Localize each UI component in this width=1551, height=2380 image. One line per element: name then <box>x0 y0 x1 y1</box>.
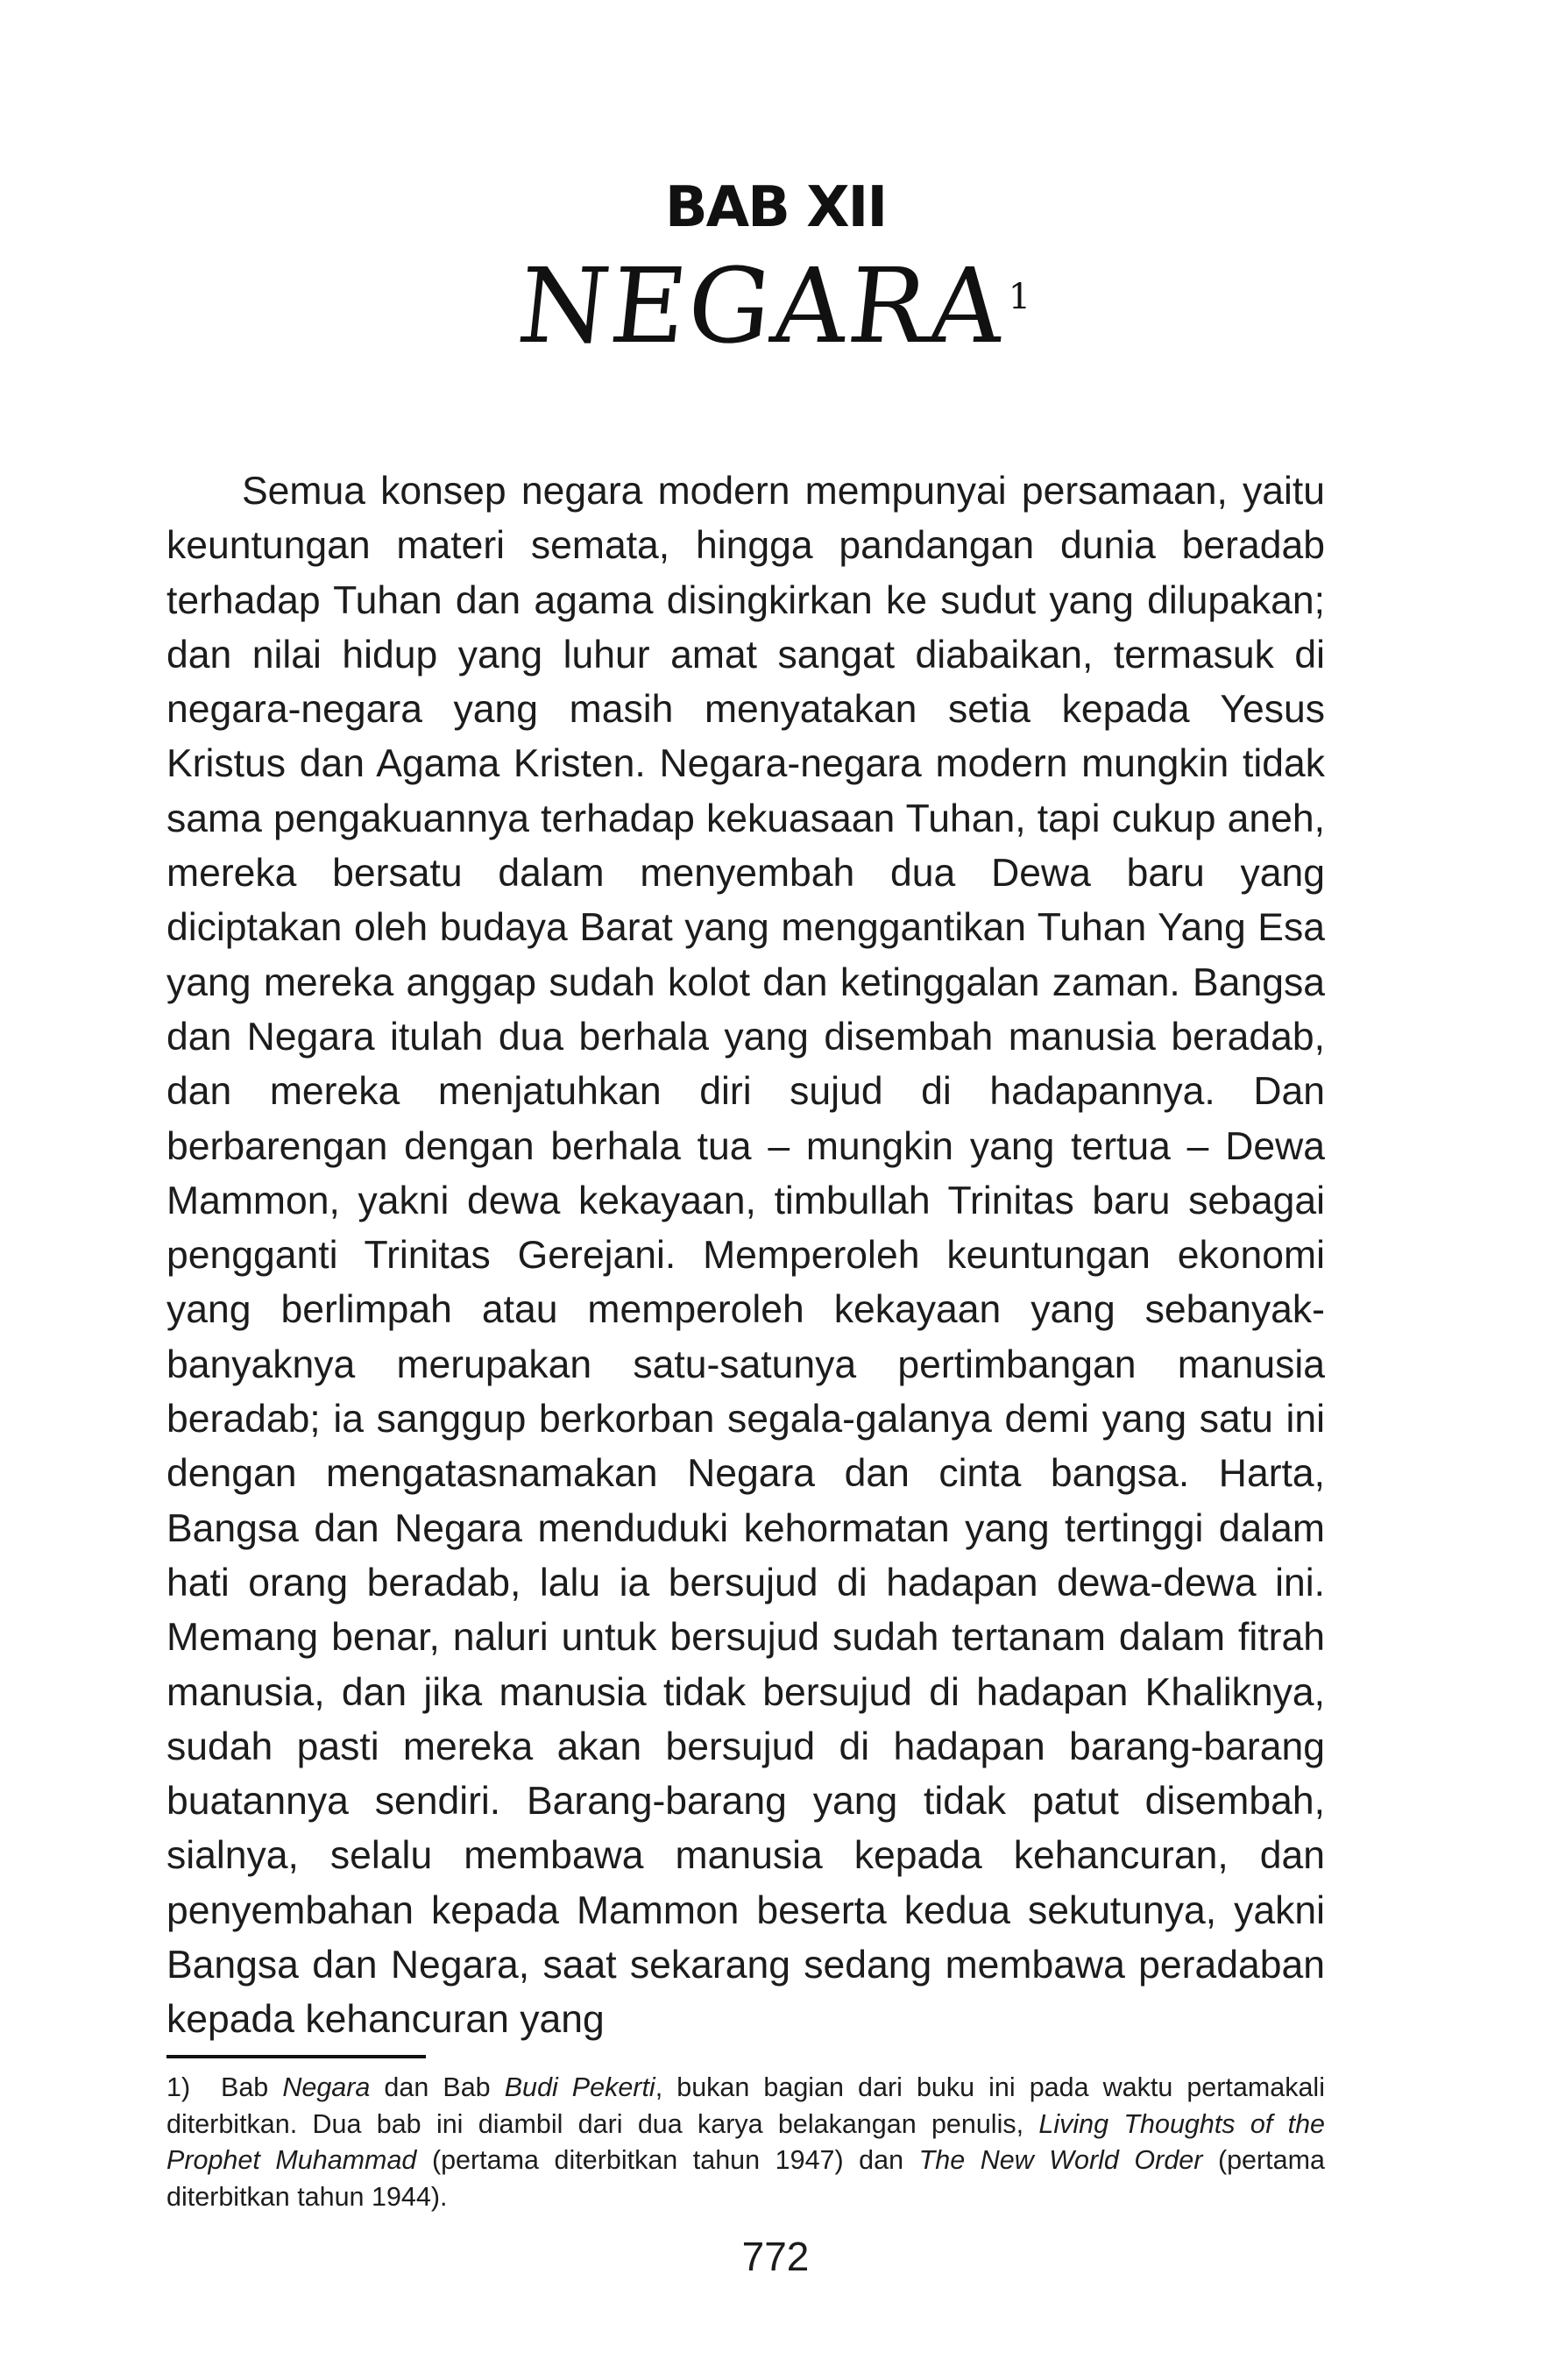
footnote-divider <box>166 2055 426 2058</box>
footnote-italic-negara: Negara <box>282 2072 371 2102</box>
chapter-title-text: NEGARA <box>512 245 1012 366</box>
footnote-reference-marker[interactable]: 1 <box>1008 277 1033 317</box>
footnote-number: 1) <box>166 2072 191 2102</box>
footnote-italic-budi-pekerti: Budi Pekerti <box>504 2072 655 2102</box>
footnote-text-5: (pertama diterbitkan tahun 1944). <box>166 2145 1325 2212</box>
footnote-text-1: Bab <box>221 2072 283 2102</box>
footnote-text-4: (pertama diterbitkan tahun 1947) dan <box>416 2145 919 2175</box>
body-paragraph: Semua konsep negara modern mempunyai persamaan, yaitu keuntungan materi semata, hingga pandangan dunia beradab terhadap Tuhan dan agama disingkirkan ke sudut yang dilupakan; dan nilai hidup yang luhur amat sangat diabaikan, termasuk di negara-negara yang masih menyatakan setia kepada Yesus Kristus dan Agama Kristen. Negara-negara modern mungkin tidak sama pengakuannya terhadap kekuasaan Tuhan, tapi cukup aneh, mereka bersatu dalam menyembah dua Dewa baru yang diciptakan oleh budaya Barat yang menggantikan Tuhan Yang Esa yang mereka anggap sudah kolot dan ketinggalan zaman. Bangsa dan Negara itulah dua berhala yang disembah manusia beradab, dan mereka menjatuhkan diri sujud di hadapannya. Dan berbarengan dengan berhala tua – mungkin yang tertua – Dewa Mammon, yakni dewa kekayaan, timbullah Trinitas baru sebagai pengganti Trinitas Gerejani. Memperoleh keuntungan ekonomi yang berlimpah atau memperoleh kekayaan yang sebanyak-banyaknya merupakan satu-satunya pertimbangan manusia beradab; ia sanggup berkorban segala-galanya demi yang satu ini dengan mengatasnamakan Negara dan cinta bangsa. Harta, Bangsa dan Negara menduduki kehormatan yang tertinggi dalam hati orang beradab, lalu ia bersujud di hadapan dewa-dewa ini. Memang benar, naluri untuk bersujud sudah tertanam dalam fitrah manusia, dan jika manusia tidak bersujud di hadapan Khaliknya, sudah pasti mereka akan bersujud di hadapan barang-barang buatannya sendiri. Barang-barang yang tidak patut disembah, sialnya, selalu membawa manusia kepada kehancuran, dan penyembahan kepada Mammon beserta kedua sekutunya, yakni Bangsa dan Negara, saat sekarang sedang membawa peradaban kepada kehancuran yang <box>166 470 1325 2042</box>
chapter-label: BAB XII <box>664 175 887 240</box>
footnote <box>166 2070 1325 2215</box>
footnote-text-3: , bukan bagian dari buku ini pada waktu pertamakali diterbitkan. Dua bab ini diambil dari dua karya belakangan penulis, <box>166 2072 1325 2139</box>
footnote-text-2: dan Bab <box>370 2072 505 2102</box>
page-number: 772 <box>741 2234 810 2279</box>
footnote-italic-living-thoughts: Living Thoughts of the Prophet Muhammad <box>166 2108 1325 2175</box>
chapter-title <box>0 245 1551 366</box>
footnote-italic-new-world-order: The New World Order <box>918 2145 1203 2175</box>
